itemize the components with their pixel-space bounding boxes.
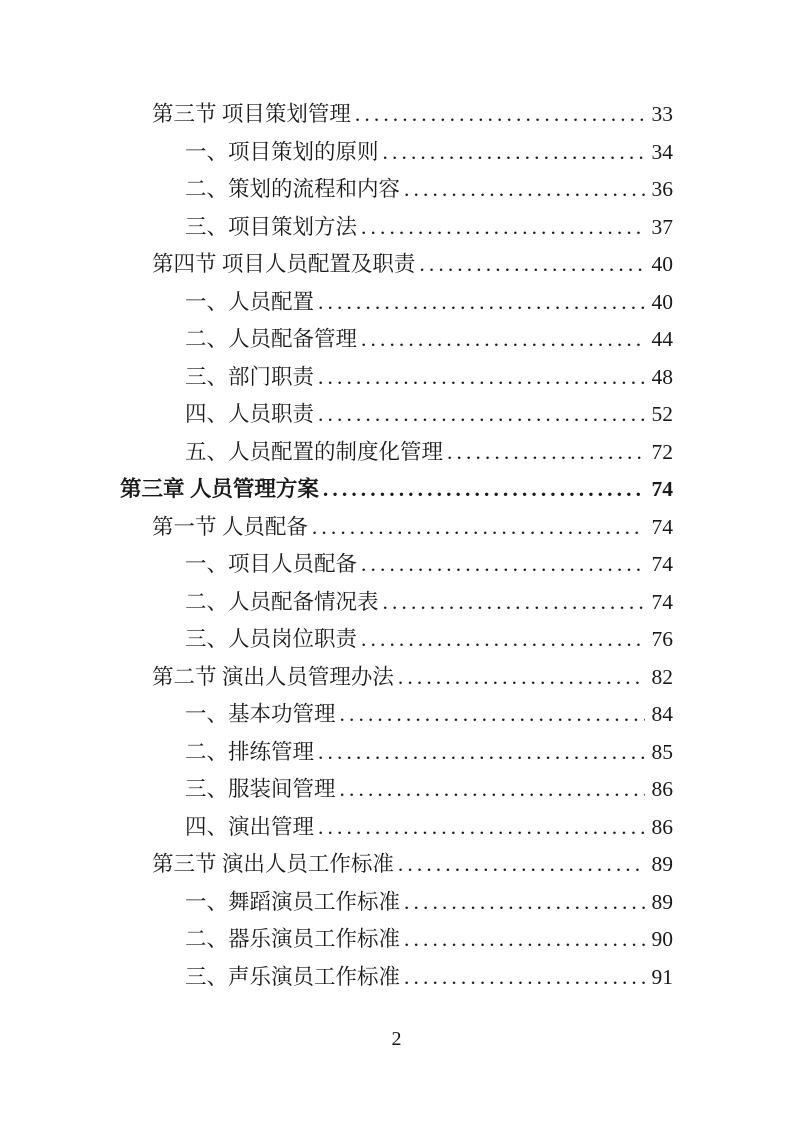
toc-dot-leader [318, 809, 644, 847]
toc-entry-page-number: 36 [651, 177, 673, 201]
toc-entry-label: 第三节 演出人员工作标准 [152, 852, 394, 876]
toc-dot-leader [318, 284, 644, 322]
toc-entry-page-number: 76 [651, 627, 673, 651]
toc-entry[interactable] [120, 359, 673, 397]
toc-entry-page-number: 37 [651, 214, 673, 239]
toc-entry-label: 一、项目策划的原则 [185, 139, 379, 164]
toc-dot-leader [340, 696, 645, 734]
toc-entry-page-number: 74 [651, 589, 673, 614]
toc-dot-leader [323, 471, 645, 509]
toc-entry-label: 五、人员配置的制度化管理 [185, 439, 444, 464]
toc-entry-label: 第一节 人员配备 [152, 514, 308, 539]
toc-dot-leader [318, 359, 644, 397]
toc-entry[interactable] [120, 171, 673, 209]
toc-entry[interactable] [120, 846, 673, 884]
toc-entry-label: 一、舞蹈演员工作标准 [185, 889, 401, 914]
toc-entry[interactable] [120, 584, 673, 622]
toc-entry-page-number: 40 [651, 252, 673, 276]
footer-page-number: 2 [391, 1028, 402, 1050]
toc-entry-page-number: 91 [651, 964, 673, 989]
toc-entry-page-number: 52 [651, 402, 673, 426]
toc-entry[interactable] [120, 284, 673, 322]
toc-dot-leader [383, 134, 645, 172]
toc-entry-label: 一、基本功管理 [185, 702, 336, 726]
toc-entry-page-number: 89 [651, 852, 673, 876]
toc-dot-leader [318, 396, 644, 434]
toc-entry[interactable] [120, 546, 673, 584]
toc-entry-label: 第三章 人员管理方案 [120, 477, 319, 501]
toc-entry-label: 四、人员职责 [185, 402, 315, 426]
toc-entry-page-number: 34 [651, 139, 673, 164]
toc-dot-leader [361, 546, 644, 584]
toc-entry-page-number: 33 [651, 102, 673, 126]
toc-entry-label: 二、人员配备情况表 [185, 589, 379, 614]
toc-entry[interactable] [120, 471, 673, 509]
toc-entry[interactable] [120, 209, 673, 247]
toc-dot-leader [361, 621, 644, 659]
toc-entry-label: 一、人员配置 [185, 289, 315, 314]
toc-entry[interactable] [120, 621, 673, 659]
toc-entry-label: 四、演出管理 [185, 814, 315, 839]
toc-entry-page-number: 90 [651, 927, 673, 951]
toc-dot-leader [361, 321, 644, 359]
toc-dot-leader [361, 209, 644, 247]
toc-entry[interactable] [120, 734, 673, 772]
toc-entry-label: 第二节 演出人员管理办法 [152, 664, 394, 689]
toc-dot-leader [404, 171, 644, 209]
toc-entry-page-number: 85 [651, 739, 673, 764]
toc-entry-label: 二、排练管理 [185, 739, 315, 764]
toc-entry[interactable] [120, 696, 673, 734]
toc-entry-page-number: 48 [651, 364, 673, 389]
toc-entry-page-number: 84 [651, 702, 673, 726]
toc-entry-label: 二、人员配备管理 [185, 327, 358, 351]
toc-entry-label: 三、部门职责 [185, 364, 315, 389]
toc-entry[interactable] [120, 921, 673, 959]
toc-entry[interactable] [120, 246, 673, 284]
toc-entry[interactable] [120, 771, 673, 809]
toc-entry-page-number: 86 [651, 777, 673, 801]
toc-entry-page-number: 74 [651, 552, 673, 576]
toc-dot-leader [318, 734, 644, 772]
toc-entry-label: 三、人员岗位职责 [185, 627, 358, 651]
toc-dot-leader [340, 771, 645, 809]
toc-entry-label: 二、器乐演员工作标准 [185, 927, 401, 951]
toc-dot-leader [404, 959, 644, 997]
toc-dot-leader [404, 921, 644, 959]
toc-entry[interactable] [120, 884, 673, 922]
toc-entry[interactable] [120, 959, 673, 997]
toc-entry-page-number: 72 [651, 439, 673, 464]
toc-entry-label: 三、服装间管理 [185, 777, 336, 801]
toc-entry[interactable] [120, 396, 673, 434]
toc-entry[interactable] [120, 321, 673, 359]
toc-dot-leader [404, 884, 644, 922]
toc-entry[interactable] [120, 659, 673, 697]
table-of-contents [120, 96, 673, 996]
toc-entry[interactable] [120, 434, 673, 472]
toc-dot-leader [355, 96, 645, 134]
toc-dot-leader [383, 584, 645, 622]
toc-entry-label: 一、项目人员配备 [185, 552, 358, 576]
toc-entry[interactable] [120, 509, 673, 547]
toc-entry-page-number: 82 [651, 664, 673, 689]
toc-entry-page-number: 40 [651, 289, 673, 314]
toc-entry-page-number: 74 [651, 514, 673, 539]
toc-entry-label: 三、项目策划方法 [185, 214, 358, 239]
toc-dot-leader [398, 659, 645, 697]
toc-entry-page-number: 89 [651, 889, 673, 914]
toc-entry-label: 第四节 项目人员配置及职责 [152, 252, 416, 276]
toc-entry-label: 二、策划的流程和内容 [185, 177, 401, 201]
toc-dot-leader [312, 509, 645, 547]
toc-entry-page-number: 74 [651, 477, 673, 501]
toc-entry[interactable] [120, 809, 673, 847]
toc-entry[interactable] [120, 134, 673, 172]
toc-entry[interactable] [120, 96, 673, 134]
toc-dot-leader [398, 846, 645, 884]
toc-entry-label: 第三节 项目策划管理 [152, 102, 351, 126]
toc-entry-page-number: 44 [651, 327, 673, 351]
toc-entry-page-number: 86 [651, 814, 673, 839]
toc-entry-label: 三、声乐演员工作标准 [185, 964, 401, 989]
toc-dot-leader [447, 434, 644, 472]
toc-dot-leader [419, 246, 644, 284]
